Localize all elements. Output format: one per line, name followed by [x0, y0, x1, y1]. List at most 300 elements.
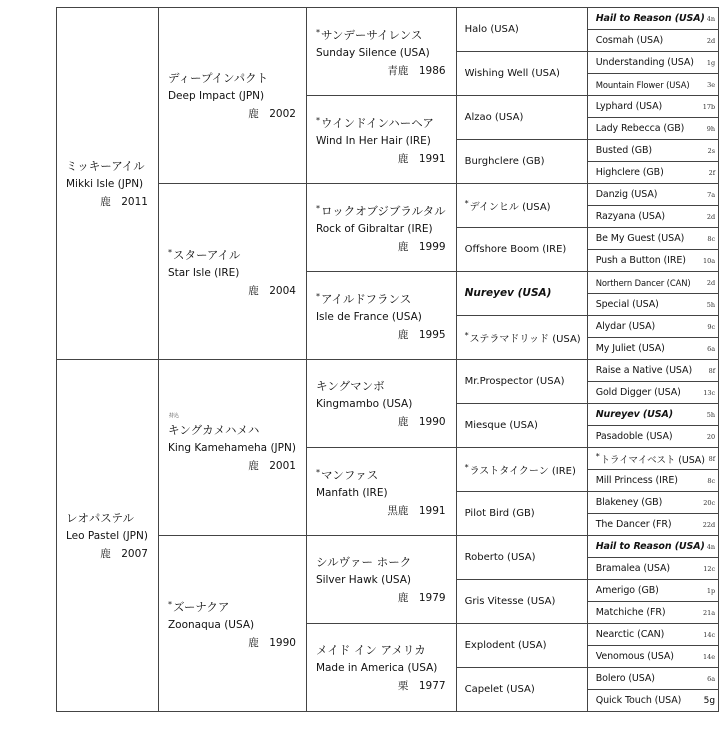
ancestor-card	[159, 596, 306, 652]
family-number: 9c	[707, 322, 716, 331]
ancestor-gen4-cell	[456, 536, 587, 580]
ancestor-card	[588, 668, 718, 689]
ancestor-color-year: 鹿 1979	[397, 591, 446, 604]
ancestor-name-text: Northern Dancer (CAN)	[595, 277, 691, 288]
ancestor-card	[159, 69, 306, 123]
ancestor-gen3-cell	[306, 8, 456, 96]
ancestor-card	[457, 419, 587, 433]
ancestor-card	[457, 375, 587, 389]
ancestor-card	[588, 514, 718, 535]
ancestor-gen4-cell	[456, 316, 587, 360]
ancestor-name: ステラマドリッド (USA)	[469, 333, 581, 345]
ancestor-gen2-cell	[158, 184, 306, 360]
ancestor-gen3-cell	[306, 448, 456, 536]
import-mark: *	[464, 330, 469, 340]
family-number: 2d	[706, 212, 716, 221]
ancestor-gen5-cell	[587, 96, 718, 118]
family-number: 14c	[703, 630, 716, 639]
import-mark: *	[167, 599, 172, 609]
ancestor-japanese-name	[316, 464, 446, 484]
ancestor-card	[457, 155, 587, 169]
ancestor-name-text: Cosmah (USA)	[595, 35, 664, 46]
family-number: 2s	[707, 146, 716, 155]
ancestor-card	[457, 329, 587, 347]
ancestor-name: Roberto (USA)	[464, 551, 536, 563]
ancestor-gen5-cell	[587, 74, 718, 96]
ancestor-card	[588, 558, 718, 579]
ancestor-name-text: My Juliet (USA)	[595, 343, 665, 354]
ancestor-name	[596, 695, 682, 706]
ancestor-card	[307, 24, 456, 80]
ancestor-color-year: 鹿 2002	[248, 107, 296, 120]
ancestor-name-text: Mill Princess (IRE)	[595, 475, 678, 486]
ancestor-card	[588, 316, 718, 337]
ancestor-name-text: Busted (GB)	[595, 145, 652, 156]
ancestor-name-text: Nureyev (USA)	[595, 409, 673, 420]
ancestor-name: Halo (USA)	[464, 23, 519, 35]
ancestor-card	[307, 377, 456, 431]
ancestor-japanese-name	[66, 157, 148, 175]
ancestor-card	[159, 412, 306, 475]
ancestor-name-text: Pasadoble (USA)	[595, 431, 673, 442]
family-number: 4n	[706, 542, 716, 551]
ancestor-name: Wishing Well (USA)	[464, 67, 560, 79]
ancestor-gen4-cell	[456, 624, 587, 668]
ancestor-japanese-name	[316, 24, 446, 44]
ancestor-gen4-cell	[456, 184, 587, 228]
ancestor-gen4-cell	[456, 668, 587, 712]
ancestor-gen5-cell	[587, 646, 718, 668]
japanese-name-text: キングマンボ	[315, 378, 385, 393]
ancestor-japanese-name	[316, 553, 446, 571]
ancestor-name: Alzao (USA)	[464, 111, 524, 123]
ancestor-gen5-cell	[587, 206, 718, 228]
ancestor-name-text: Highclere (GB)	[595, 167, 664, 178]
ancestor-gen4-cell	[456, 272, 587, 316]
ancestor-gen4-cell	[456, 8, 587, 52]
ancestor-name-text: Hail to Reason (USA)	[595, 541, 705, 552]
family-number: 3e	[707, 80, 716, 89]
ancestor-english-name: King Kamehameha (JPN)	[167, 441, 296, 454]
ancestor-card	[588, 448, 718, 469]
ancestor-english-name: Star Isle (IRE)	[167, 266, 240, 279]
ancestor-gen3-cell	[306, 272, 456, 360]
ancestor-gen5-cell	[587, 426, 718, 448]
ancestor-card	[307, 553, 456, 607]
ancestor-name	[596, 278, 691, 288]
japanese-name-text: マンファス	[320, 467, 379, 482]
japanese-name-text: ズーナクア	[172, 599, 230, 614]
ancestor-name	[596, 80, 690, 90]
family-number: 20c	[703, 498, 716, 507]
ancestor-card	[588, 294, 718, 315]
ancestor-name: Offshore Boom (IRE)	[464, 243, 567, 255]
ancestor-name	[596, 519, 672, 530]
pedigree-table	[56, 7, 719, 712]
ancestor-color-year: 青鹿 1986	[387, 64, 446, 77]
import-mark: *	[464, 198, 469, 208]
ancestor-card	[588, 52, 718, 73]
ancestor-name	[596, 101, 662, 112]
ancestor-gen5-cell	[587, 668, 718, 690]
ancestor-name-text: Lady Rebecca (GB)	[595, 123, 685, 134]
ancestor-color-year: 栗 1977	[397, 679, 446, 692]
ancestor-japanese-name	[168, 69, 296, 87]
japanese-name-text: ウインドインハーヘア	[320, 115, 434, 130]
japanese-name-text: スターアイル	[172, 247, 241, 262]
ancestor-japanese-name	[316, 112, 446, 132]
import-mark: *	[315, 291, 320, 301]
ancestor-name: Mr.Prospector (USA)	[464, 375, 565, 387]
ancestor-name	[596, 497, 663, 508]
family-number: 5h	[706, 300, 716, 309]
ancestor-card	[457, 111, 587, 125]
ancestor-gen5-cell	[587, 536, 718, 558]
ancestor-card	[588, 404, 718, 425]
ancestor-gen5-cell	[587, 580, 718, 602]
ancestor-gen5-cell	[587, 184, 718, 206]
ancestor-name	[596, 299, 659, 310]
pedigree-row	[57, 8, 719, 30]
ancestor-gen5-cell	[587, 140, 718, 162]
ancestor-name: Gris Vitesse (USA)	[464, 595, 556, 607]
japanese-name-text: レオパステル	[66, 510, 134, 525]
ancestor-gen5-cell	[587, 294, 718, 316]
ancestor-name: Nureyev (USA)	[464, 287, 552, 299]
ancestor-gen5-cell	[587, 118, 718, 140]
ancestor-name: Miesque (USA)	[464, 419, 538, 431]
ancestor-english-name: Sunday Silence (USA)	[315, 46, 430, 59]
ancestor-gen4-cell	[456, 52, 587, 96]
japanese-name-text: サンデーサイレンス	[320, 27, 423, 42]
ancestor-card	[307, 464, 456, 520]
family-number: 7a	[707, 190, 716, 199]
ancestor-gen4-cell	[456, 448, 587, 492]
family-number: 4n	[706, 14, 716, 23]
ancestor-gen4-cell	[456, 580, 587, 624]
pedigree-row	[57, 360, 719, 382]
ancestor-english-name: Zoonaqua (USA)	[167, 618, 255, 631]
import-mark: *	[315, 203, 320, 213]
ancestor-card	[457, 286, 587, 301]
ancestor-name-text: Special (USA)	[595, 299, 659, 310]
ancestor-gen5-cell	[587, 338, 718, 360]
ancestor-gen4-cell	[456, 492, 587, 536]
ancestor-name	[596, 123, 685, 134]
ancestor-japanese-name	[316, 200, 446, 220]
ancestor-card	[588, 624, 718, 645]
ancestor-name	[596, 145, 652, 156]
ancestor-name-text: Amerigo (GB)	[595, 585, 659, 596]
ancestor-english-name: Kingmambo (USA)	[315, 397, 413, 410]
ancestor-gen5-cell	[587, 360, 718, 382]
ancestor-name-text: Danzig (USA)	[595, 189, 658, 200]
ancestor-name-text: Mountain Flower (USA)	[595, 79, 690, 90]
ancestor-card	[457, 683, 587, 697]
ancestor-japanese-name	[168, 244, 296, 264]
ancestor-card	[588, 360, 718, 381]
ancestor-name: Burghclere (GB)	[464, 155, 545, 167]
ancestor-name-text: Be My Guest (USA)	[595, 233, 685, 244]
ancestor-card	[57, 157, 158, 211]
ancestor-card	[457, 507, 587, 521]
ancestor-gen5-cell	[587, 558, 718, 580]
ancestor-name: Pilot Bird (GB)	[464, 507, 535, 519]
ancestor-english-name: Deep Impact (JPN)	[167, 89, 265, 102]
ancestor-name	[596, 563, 670, 574]
family-number: 2d	[706, 36, 716, 45]
ancestor-color-year: 鹿 2001	[248, 459, 296, 472]
ancestor-gen3-cell	[306, 624, 456, 712]
family-number: 8c	[707, 234, 716, 243]
ancestor-name	[596, 452, 705, 466]
ancestor-card	[588, 206, 718, 227]
ancestor-color-year: 鹿 2007	[100, 547, 148, 560]
ancestor-gen2-cell	[158, 360, 306, 536]
ancestor-card	[457, 197, 587, 215]
ancestor-name-text: Raise a Native (USA)	[595, 365, 693, 376]
ancestor-gen5-cell	[587, 52, 718, 74]
ancestor-name-text: Lyphard (USA)	[595, 101, 663, 112]
ancestor-japanese-name	[66, 509, 148, 527]
ancestor-english-name: Made in America (USA)	[315, 661, 438, 674]
family-number: 9h	[706, 124, 716, 133]
ancestor-japanese-name	[316, 377, 446, 395]
ancestor-card	[457, 243, 587, 257]
ancestor-name-text: トライマイベスト (USA)	[600, 454, 705, 466]
ancestor-card	[588, 118, 718, 139]
ancestor-name	[596, 321, 655, 332]
ancestor-gen5-cell	[587, 602, 718, 624]
ancestor-card	[457, 67, 587, 81]
ancestor-name	[596, 475, 678, 486]
ancestor-name	[596, 57, 694, 68]
family-number: 8f	[708, 366, 716, 375]
ancestor-name-text: Bramalea (USA)	[595, 563, 671, 574]
ancestor-card	[588, 140, 718, 161]
japanese-name-text: シルヴァー ホーク	[315, 554, 412, 569]
ancestor-card	[307, 200, 456, 256]
ancestor-gen3-cell	[306, 360, 456, 448]
ancestor-gen5-cell	[587, 30, 718, 52]
ancestor-gen5-cell	[587, 162, 718, 184]
japanese-name-text: メイド イン アメリカ	[315, 642, 426, 657]
ancestor-gen3-cell	[306, 96, 456, 184]
family-number: 8f	[708, 454, 716, 463]
family-number: 17b	[702, 102, 716, 111]
ancestor-gen5-cell	[587, 514, 718, 536]
import-mark: *	[315, 27, 320, 37]
ancestor-card	[457, 595, 587, 609]
family-number: 2f	[708, 168, 716, 177]
family-number: 22d	[702, 520, 716, 529]
ancestor-english-name: Leo Pastel (JPN)	[66, 529, 148, 542]
ancestor-color-year: 鹿 2011	[100, 195, 148, 208]
family-number: 1g	[706, 58, 716, 67]
ancestor-gen5-cell	[587, 250, 718, 272]
ancestor-name: Capelet (USA)	[464, 683, 535, 695]
ancestor-card	[457, 551, 587, 565]
ancestor-name	[596, 541, 705, 552]
ancestor-card	[588, 602, 718, 623]
ancestor-name	[596, 607, 666, 618]
ancestor-gen4-cell	[456, 96, 587, 140]
ancestor-name-text: Nearctic (CAN)	[595, 629, 665, 640]
import-mark: *	[315, 115, 320, 125]
ancestor-gen3-cell	[306, 536, 456, 624]
ancestor-gen5-cell	[587, 492, 718, 514]
import-mark: *	[315, 467, 320, 477]
ancestor-name-text: Understanding (USA)	[595, 57, 694, 68]
ancestor-gen1-cell	[57, 360, 159, 712]
ancestor-gen5-cell	[587, 690, 718, 712]
ancestor-card	[588, 470, 718, 491]
ancestor-english-name: Wind In Her Hair (IRE)	[315, 134, 431, 147]
ancestor-card	[588, 646, 718, 667]
ancestor-card	[159, 244, 306, 300]
ancestor-card	[57, 509, 158, 563]
ancestor-card	[588, 272, 718, 293]
ancestor-name-text: Push a Button (IRE)	[595, 255, 686, 266]
ancestor-name	[596, 189, 658, 200]
ancestor-gen4-cell	[456, 228, 587, 272]
ancestor-name	[596, 233, 685, 244]
ancestor-color-year: 鹿 1995	[397, 328, 446, 341]
ancestor-gen5-cell	[587, 272, 718, 294]
family-number: 12c	[703, 564, 716, 573]
ancestor-english-name: Rock of Gibraltar (IRE)	[315, 222, 433, 235]
ancestor-name	[596, 431, 673, 442]
ancestor-gen5-cell	[587, 404, 718, 426]
ancestor-name	[596, 365, 692, 376]
ancestor-name	[596, 409, 673, 420]
ancestor-gen5-cell	[587, 470, 718, 492]
ancestor-card	[457, 639, 587, 653]
ancestor-card	[588, 162, 718, 183]
ancestor-name	[596, 211, 665, 222]
ancestor-card	[457, 461, 587, 479]
ancestor-name	[596, 343, 665, 354]
ancestor-card	[588, 492, 718, 513]
ancestor-gen4-cell	[456, 140, 587, 184]
ancestor-japanese-name	[316, 641, 446, 659]
japanese-name-text: キングカメハメハ	[167, 422, 260, 437]
ancestor-name-text: The Dancer (FR)	[595, 519, 672, 530]
ancestor-name-text: Gold Digger (USA)	[595, 387, 681, 398]
ancestor-english-name: Isle de France (USA)	[315, 310, 422, 323]
ancestor-gen3-cell	[306, 184, 456, 272]
ancestor-english-name: Manfath (IRE)	[315, 486, 388, 499]
family-number: 5h	[706, 410, 716, 419]
ancestor-card	[307, 641, 456, 695]
import-mark: *	[595, 451, 600, 461]
ancestor-card	[588, 30, 718, 51]
ancestor-color-year: 鹿 1991	[397, 152, 446, 165]
ancestor-color-year: 鹿 1990	[397, 415, 446, 428]
ancestor-gen2-cell	[158, 8, 306, 184]
ancestor-name-text: Blakeney (GB)	[595, 497, 663, 508]
ancestor-english-name: Mikki Isle (JPN)	[66, 177, 144, 190]
ancestor-name: Explodent (USA)	[464, 639, 547, 651]
ancestor-card	[588, 8, 718, 29]
ancestor-color-year: 鹿 1999	[397, 240, 446, 253]
ancestor-name	[596, 13, 705, 24]
ancestor-japanese-name	[168, 596, 296, 616]
ancestor-name	[596, 585, 659, 596]
family-number: 1p	[706, 586, 716, 595]
ancestor-color-year: 鹿 2004	[248, 284, 296, 297]
ancestor-japanese-name	[316, 288, 446, 308]
ancestor-color-year: 黒鹿 1991	[387, 504, 446, 517]
family-number: 13c	[703, 388, 716, 397]
ancestor-gen5-cell	[587, 8, 718, 30]
ancestor-card	[588, 690, 718, 711]
import-mark: *	[167, 247, 172, 257]
ancestor-gen1-cell	[57, 8, 159, 360]
family-number: 2d	[706, 278, 716, 287]
ancestor-name-text: Razyana (USA)	[595, 211, 665, 222]
japanese-name-text: ミッキーアイル	[66, 158, 145, 173]
ancestor-card	[588, 338, 718, 359]
family-number: 6a	[707, 344, 716, 353]
ancestor-gen5-cell	[587, 448, 718, 470]
ancestor-name	[596, 673, 655, 684]
ancestor-name-text: Venomous (USA)	[595, 651, 674, 662]
import-note: 持込	[168, 412, 179, 419]
ancestor-name: ラストタイクーン (IRE)	[469, 465, 576, 477]
ancestor-name-text: Alydar (USA)	[595, 321, 656, 332]
ancestor-card	[588, 426, 718, 447]
ancestor-card	[588, 250, 718, 271]
ancestor-name	[596, 35, 663, 46]
ancestor-english-name: Silver Hawk (USA)	[315, 573, 412, 586]
ancestor-card	[457, 23, 587, 37]
ancestor-card	[307, 112, 456, 168]
family-number: 5g	[703, 695, 716, 706]
ancestor-name	[596, 387, 681, 398]
family-number: 10a	[702, 256, 716, 265]
ancestor-card	[307, 288, 456, 344]
ancestor-card	[588, 536, 718, 557]
ancestor-gen5-cell	[587, 228, 718, 250]
ancestor-card	[588, 96, 718, 117]
ancestor-card	[588, 228, 718, 249]
ancestor-gen5-cell	[587, 316, 718, 338]
family-number: 20	[706, 432, 716, 441]
ancestor-japanese-name	[168, 421, 296, 439]
family-number: 6a	[707, 674, 716, 683]
family-number: 8c	[707, 476, 716, 485]
ancestor-gen5-cell	[587, 624, 718, 646]
ancestor-gen4-cell	[456, 404, 587, 448]
japanese-name-text: ロックオブジブラルタル	[320, 203, 446, 218]
ancestor-name	[596, 651, 674, 662]
ancestor-gen2-cell	[158, 536, 306, 712]
ancestor-gen4-cell	[456, 360, 587, 404]
ancestor-name: デインヒル (USA)	[469, 201, 551, 213]
ancestor-name	[596, 629, 665, 640]
ancestor-card	[588, 382, 718, 403]
ancestor-color-year: 鹿 1990	[248, 636, 296, 649]
family-number: 14e	[703, 652, 716, 661]
ancestor-name	[596, 167, 664, 178]
ancestor-card	[588, 74, 718, 95]
ancestor-card	[588, 580, 718, 601]
ancestor-name-text: Matchiche (FR)	[595, 607, 666, 618]
ancestor-name-text: Bolero (USA)	[595, 673, 655, 684]
import-mark: *	[464, 462, 469, 472]
ancestor-name	[596, 255, 686, 266]
